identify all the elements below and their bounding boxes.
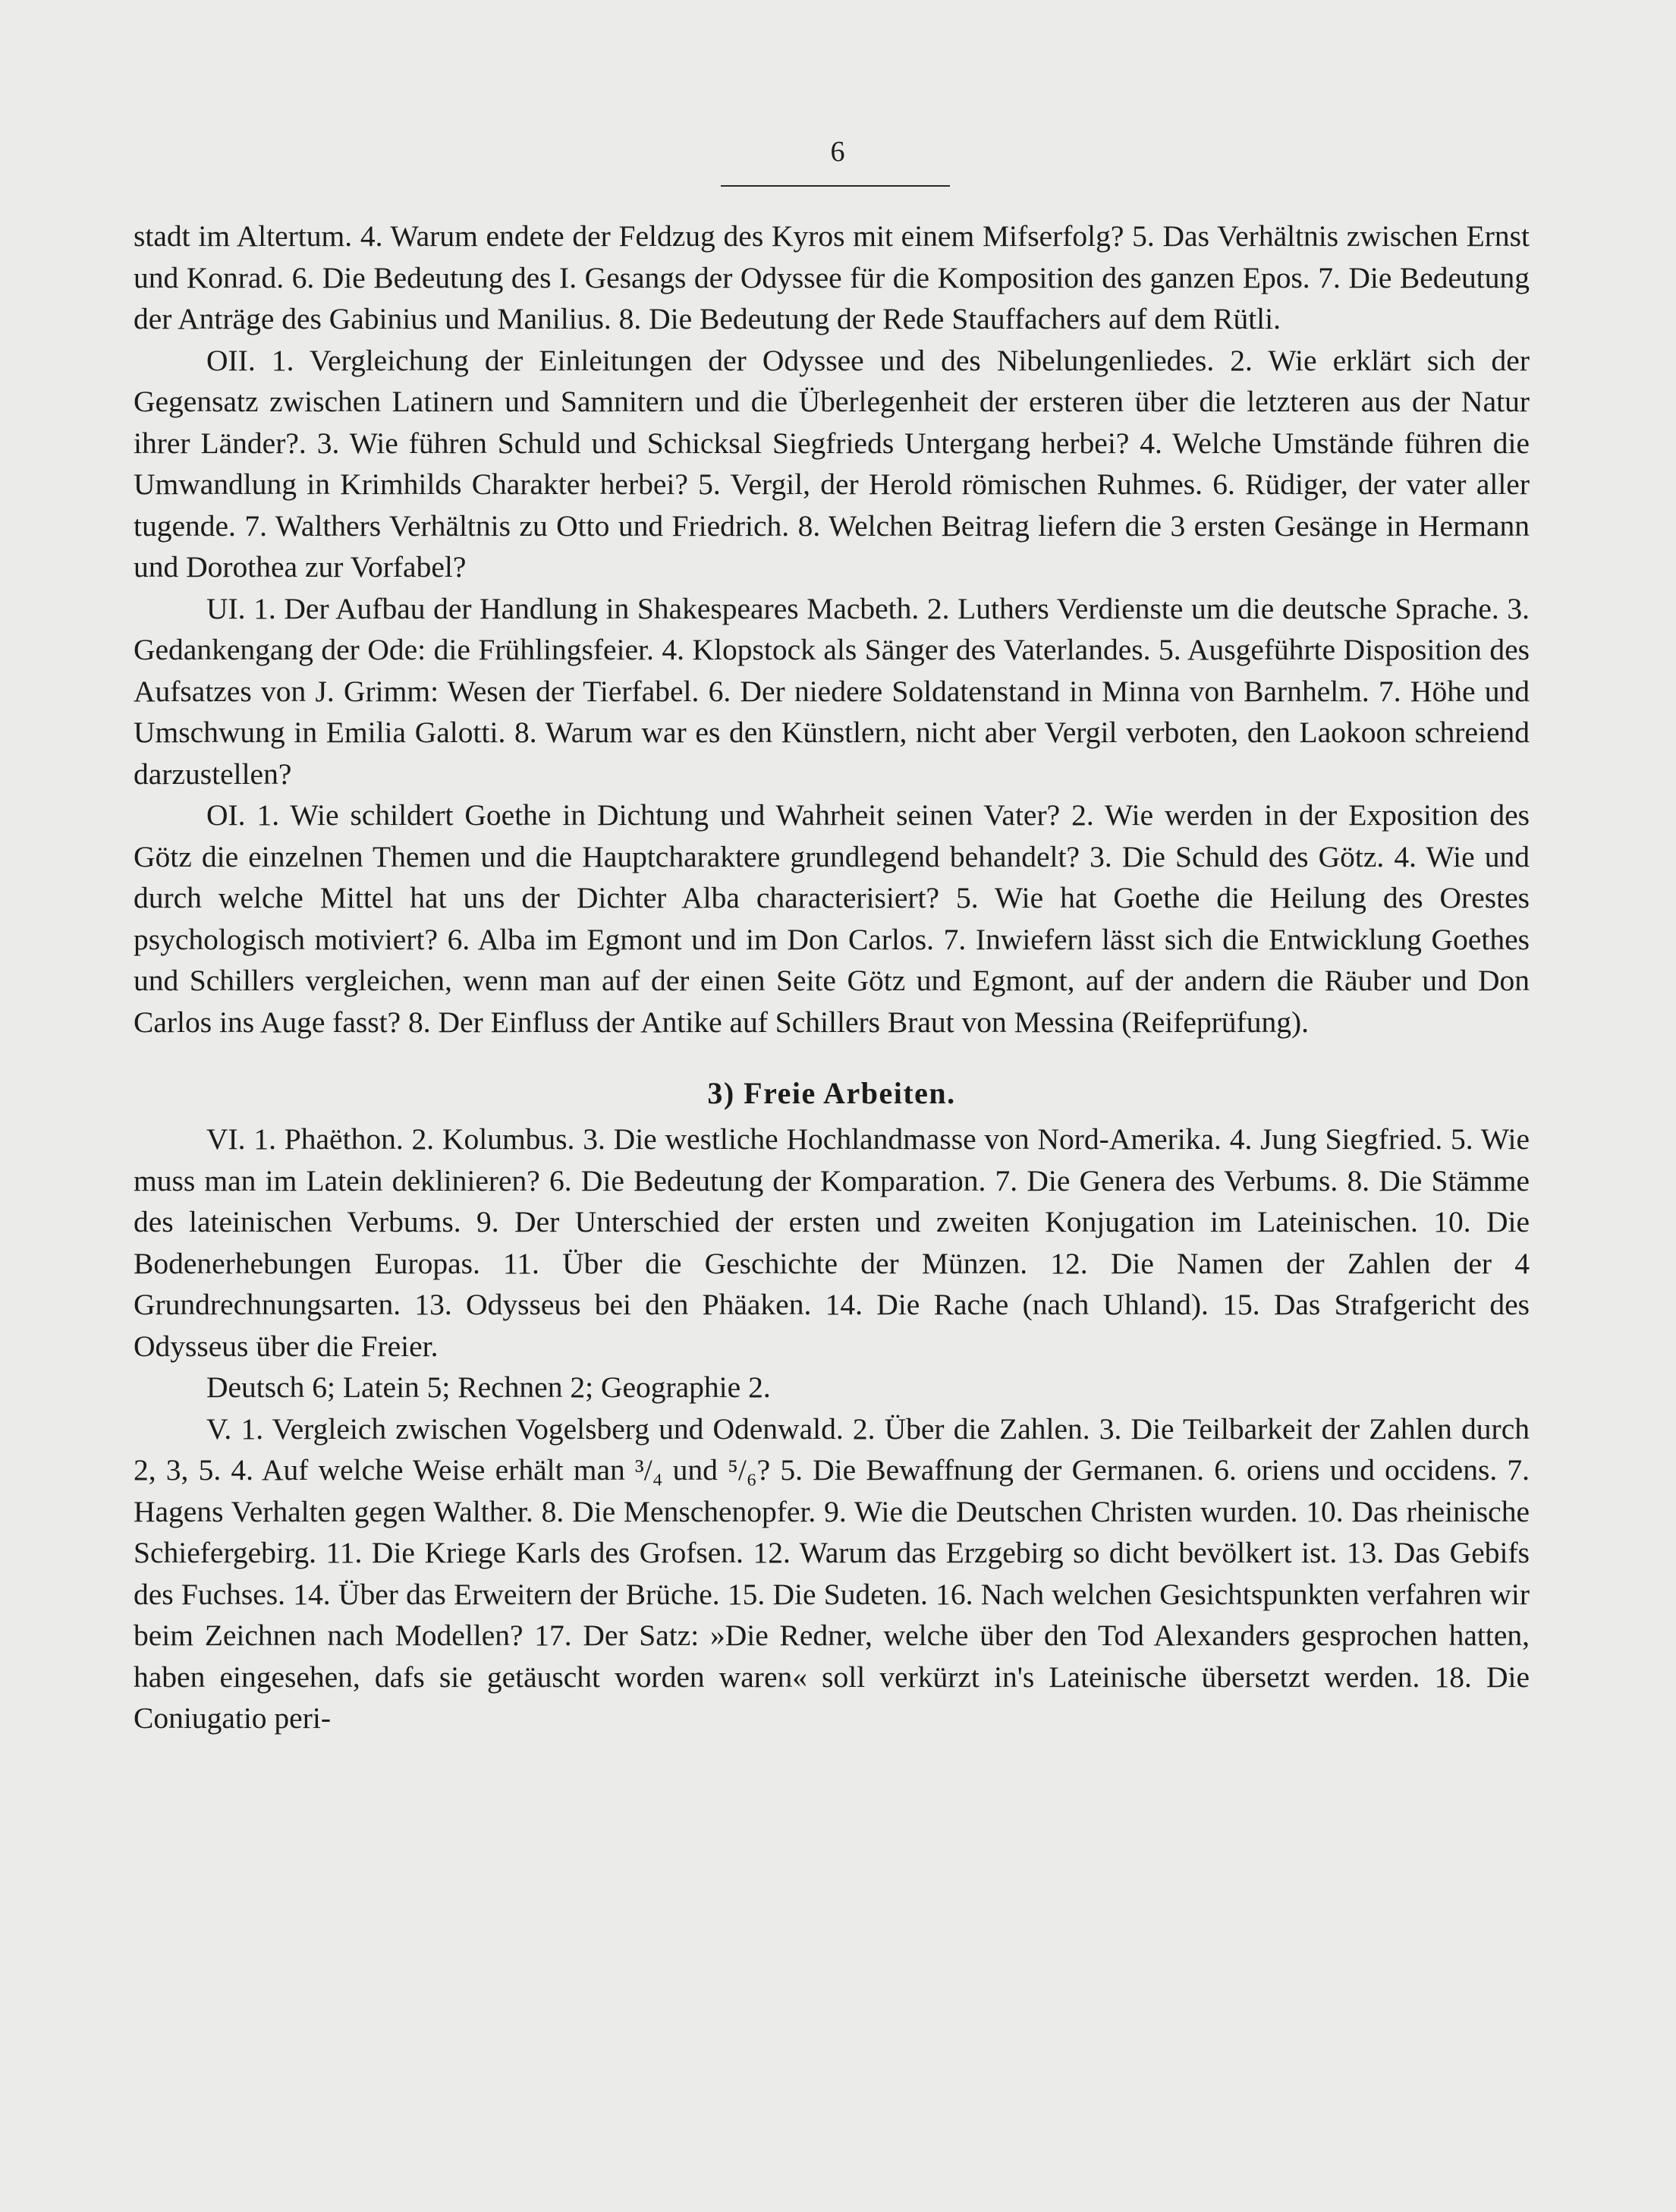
section-heading: 3) Freie Arbeiten. xyxy=(707,1076,956,1110)
paragraph-continuation: stadt im Altertum. 4. Warum endete der Feldzug des Kyros mit einem Mifserfolg? 5. Das Verhältnis zwischen Ernst und Konrad. 6. Die Bedeutung des I. Gesangs der Odyssee für die Komposition des ganzen Epos. 7. Die Bedeutung der Anträge des Gabinius und Manilius. 8. Die Bedeutung der Rede Stauffachers auf dem Rütli. xyxy=(134,219,1530,335)
paragraph-oii: OII. 1. Vergleichung der Einleitungen der Odyssee und des Nibelungenliedes. 2. Wie erklärt sich der Gegensatz zwischen Latinern und Samnitern und die Überlegenheit der ersteren über die letzteren aus der Natur ihrer Länder?. 3. Wie führen Schuld und Schicksal Siegfrieds Untergang herbei? 4. Welche Umstände führen die Umwandlung in Krimhilds Charakter herbei? 5. Vergil, der Herold römischen Ruhmes. 6. Rüdiger, der vater aller tugende. 7. Walthers Verhältnis zu Otto und Friedrich. 8. Welchen Beitrag liefern die 3 ersten Gesänge in Hermann und Dorothea zur Vorfabel? xyxy=(134,343,1530,584)
body-text xyxy=(134,216,1530,1739)
paragraph-vi: VI. 1. Phaëthon. 2. Kolumbus. 3. Die westliche Hochlandmasse von Nord-Amerika. 4. Jung Siegfried. 5. Wie muss man im Latein deklinieren? 6. Die Bedeutung der Komparation. 7. Die Genera des Verbums. 8. Die Stämme des lateinischen Verbums. 9. Der Unterschied der ersten und zweiten Konjugation im Lateinischen. 10. Die Bodenerhebungen Europas. 11. Über die Geschichte der Münzen. 12. Die Namen der Zahlen der 4 Grundrechnungsarten. 13. Odysseus bei den Phäaken. 14. Die Rache (nach Uhland). 15. Das Strafgericht des Odysseus über die Freier. xyxy=(134,1122,1530,1363)
paragraph-v: V. 1. Vergleich zwischen Vogelsberg und Odenwald. 2. Über die Zahlen. 3. Die Teilbarkeit der Zahlen durch 2, 3, 5. 4. Auf welche Weise erhält man ³/₄ und ⁵/₆? 5. Die Bewaffnung der Germanen. 6. oriens und occidens. 7. Hagens Verhalten gegen Walther. 8. Die Menschenopfer. 9. Wie die Deutschen Christen wurden. 10. Das rheinische Schiefergebirg. 11. Die Kriege Karls des Grofsen. 12. Warum das Erzgebirg so dicht bevölkert ist. 13. Das Gebifs des Fuchses. 14. Über das Erweitern der Brüche. 15. Die Sudeten. 16. Nach welchen Gesichtspunkten verfahren wir beim Zeichnen nach Modellen? 17. Der Satz: »Die Redner, welche über den Tod Alexanders gesprochen hatten, haben eingesehen, dafs sie getäuscht worden waren« soll verkürzt in's Lateinische übersetzt werden. 18. Die Coniugatio peri- xyxy=(134,1411,1530,1735)
paragraph-oi: OI. 1. Wie schildert Goethe in Dichtung und Wahrheit seinen Vater? 2. Wie werden in der Exposition des Götz die einzelnen Themen und die Hauptcharaktere grundlegend behandelt? 3. Die Schuld des Götz. 4. Wie und durch welche Mittel hat uns der Dichter Alba characterisiert? 5. Wie hat Goethe die Heilung des Orestes psychologisch motiviert? 6. Alba im Egmont und im Don Carlos. 7. Inwiefern lässt sich die Entwicklung Goethes und Schillers vergleichen, wenn man auf der einen Seite Götz und Egmont, auf der andern die Räuber und Don Carlos ins Auge fasst? 8. Der Einfluss der Antike auf Schillers Braut von Messina (Reifeprüfung). xyxy=(134,798,1530,1039)
paragraph-subject-summary: Deutsch 6; Latein 5; Rechnen 2; Geographie 2. xyxy=(206,1370,771,1404)
page-number: 6 xyxy=(830,136,846,168)
header-rule xyxy=(721,185,950,187)
paragraph-ui: UI. 1. Der Aufbau der Handlung in Shakespeares Macbeth. 2. Luthers Verdienste um die deutsche Sprache. 3. Gedankengang der Ode: die Frühlingsfeier. 4. Klopstock als Sänger des Vaterlandes. 5. Ausgeführte Disposition des Aufsatzes von J. Grimm: Wesen der Tierfabel. 6. Der niedere Soldatenstand in Minna von Barnhelm. 7. Höhe und Umschwung in Emilia Galotti. 8. Warum war es den Künstlern, nicht aber Vergil verboten, den Laokoon schreiend darzustellen? xyxy=(134,591,1530,791)
